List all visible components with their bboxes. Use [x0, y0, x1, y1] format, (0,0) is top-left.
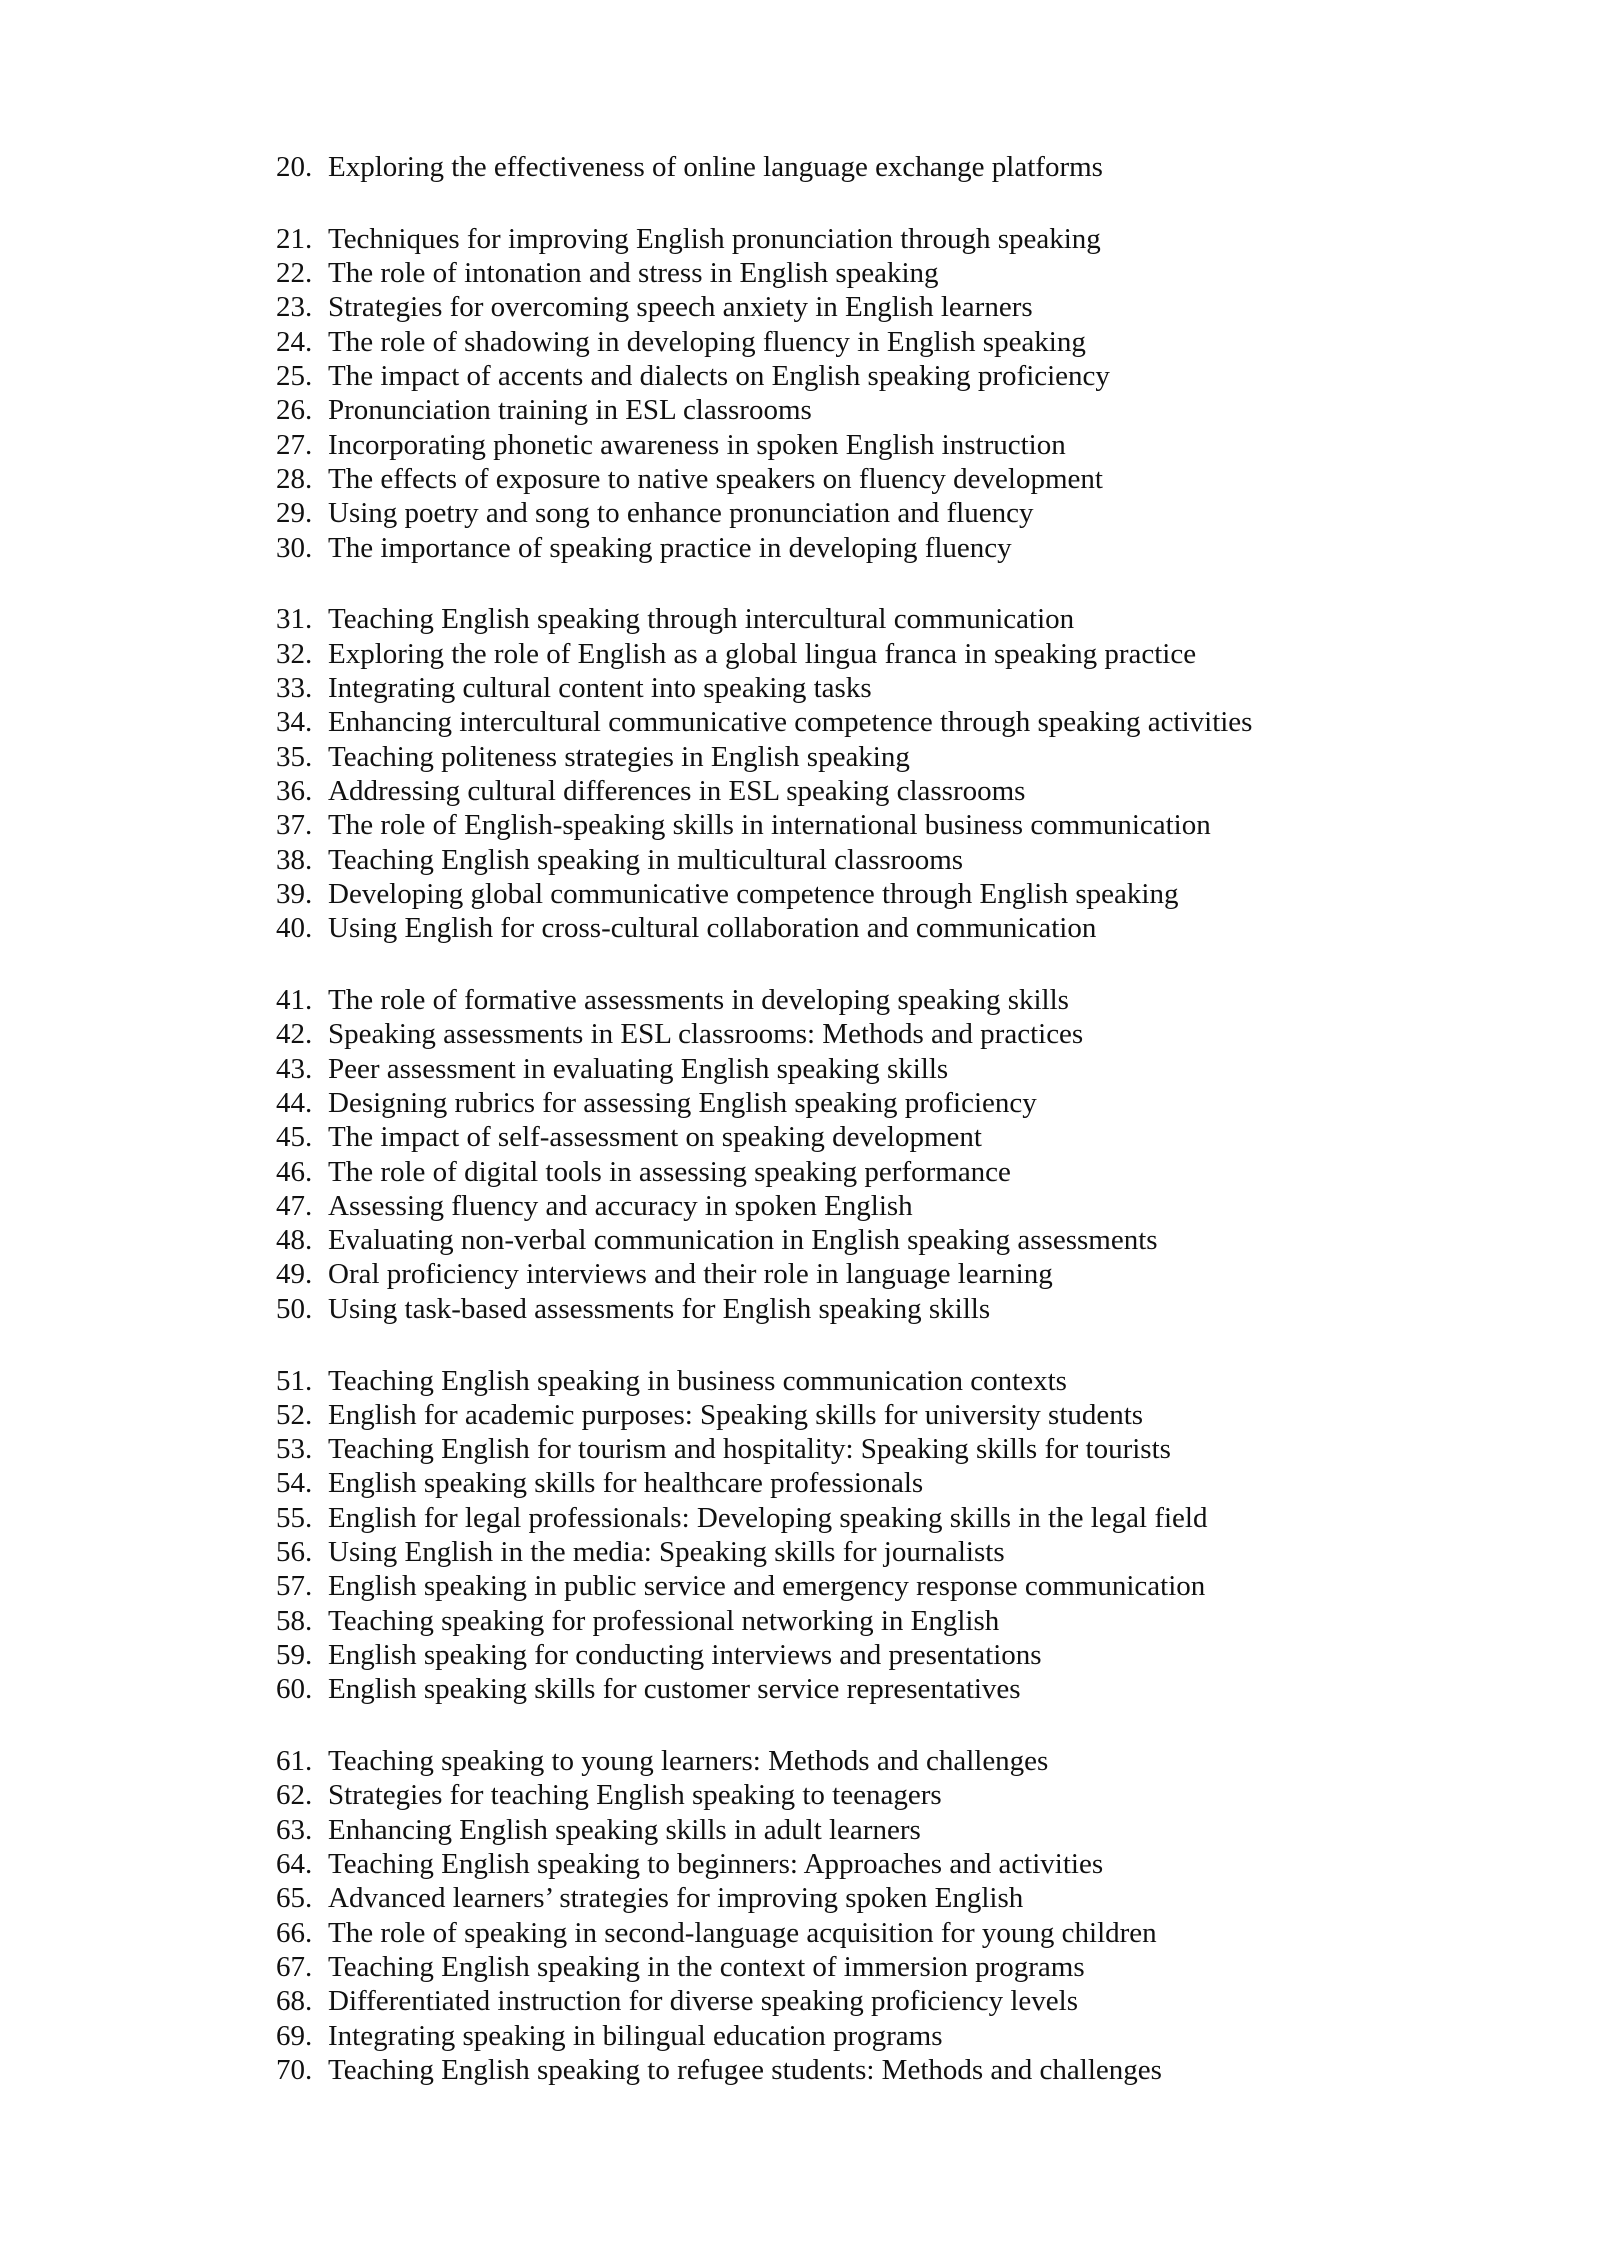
- list-item: [276, 843, 1426, 877]
- list-item: [276, 1432, 1426, 1466]
- item-text: English speaking skills for customer service representatives: [328, 1673, 1021, 1706]
- item-number: 44.: [276, 1086, 313, 1119]
- item-text: The role of digital tools in assessing speaking performance: [328, 1155, 1011, 1188]
- list-item: [276, 740, 1426, 774]
- list-item: [276, 256, 1426, 290]
- item-number: 25.: [276, 360, 313, 393]
- item-text: Speaking assessments in ESL classrooms: Methods and practices: [328, 1018, 1084, 1051]
- list-item: [276, 496, 1426, 530]
- list-item: [276, 637, 1426, 671]
- item-number: 31.: [276, 603, 313, 636]
- item-text: Addressing cultural differences in ESL speaking classrooms: [328, 774, 1026, 807]
- item-text: Teaching English speaking to refugee students: Methods and challenges: [328, 2053, 1162, 2086]
- item-text: Teaching speaking to young learners: Methods and challenges: [328, 1745, 1049, 1778]
- list-item: [276, 1501, 1426, 1535]
- item-number: 47.: [276, 1189, 313, 1222]
- item-number: 68.: [276, 1985, 313, 2018]
- item-number: 21.: [276, 222, 313, 255]
- item-number: 28.: [276, 462, 313, 495]
- item-number: 37.: [276, 809, 313, 842]
- item-text: Using task-based assessments for English speaking skills: [328, 1292, 991, 1325]
- item-text: Strategies for overcoming speech anxiety in English learners: [328, 291, 1033, 324]
- list-item: [276, 774, 1426, 808]
- list-item: [276, 2019, 1426, 2053]
- list-item: [276, 1120, 1426, 1154]
- list-item: [276, 602, 1426, 636]
- item-text: The role of English-speaking skills in international business communication: [328, 809, 1211, 842]
- item-text: English speaking skills for healthcare professionals: [328, 1467, 924, 1500]
- item-text: English for academic purposes: Speaking skills for university students: [328, 1398, 1144, 1431]
- item-number: 32.: [276, 637, 313, 670]
- list-group: [276, 602, 1426, 945]
- item-text: The role of intonation and stress in English speaking: [328, 257, 939, 290]
- list-item: [276, 1223, 1426, 1257]
- item-text: Oral proficiency interviews and their role in language learning: [328, 1258, 1053, 1291]
- item-text: Teaching speaking for professional networking in English: [328, 1604, 1000, 1637]
- item-number: 30.: [276, 531, 313, 564]
- item-text: Developing global communicative competence through English speaking: [328, 877, 1179, 910]
- item-number: 60.: [276, 1673, 313, 1706]
- list-item: [276, 1398, 1426, 1432]
- item-text: Strategies for teaching English speaking to teenagers: [328, 1779, 942, 1812]
- item-number: 70.: [276, 2053, 313, 2086]
- list-item: [276, 983, 1426, 1017]
- list-item: [276, 222, 1426, 256]
- list-item: [276, 462, 1426, 496]
- item-number: 67.: [276, 1950, 313, 1983]
- item-number: 38.: [276, 843, 313, 876]
- item-text: Advanced learners’ strategies for improving spoken English: [328, 1882, 1024, 1915]
- list-item: [276, 359, 1426, 393]
- item-text: Enhancing intercultural communicative competence through speaking activities: [328, 706, 1253, 739]
- item-number: 52.: [276, 1398, 313, 1431]
- list-item: [276, 705, 1426, 739]
- item-number: 36.: [276, 774, 313, 807]
- list-item: [276, 671, 1426, 705]
- item-text: Teaching English speaking through intercultural communication: [328, 603, 1075, 636]
- item-number: 27.: [276, 428, 313, 461]
- list-item: [276, 1052, 1426, 1086]
- item-text: English for legal professionals: Developing speaking skills in the legal field: [328, 1501, 1208, 1534]
- item-number: 53.: [276, 1433, 313, 1466]
- item-text: Teaching English speaking in business communication contexts: [328, 1364, 1067, 1397]
- item-number: 65.: [276, 1882, 313, 1915]
- item-number: 55.: [276, 1501, 313, 1534]
- item-number: 33.: [276, 672, 313, 705]
- item-text: The effects of exposure to native speakers on fluency development: [328, 462, 1103, 495]
- item-text: Differentiated instruction for diverse speaking proficiency levels: [328, 1985, 1078, 2018]
- item-number: 62.: [276, 1779, 313, 1812]
- item-text: Peer assessment in evaluating English speaking skills: [328, 1052, 949, 1085]
- list-item: [276, 1466, 1426, 1500]
- item-number: 46.: [276, 1155, 313, 1188]
- list-item: [276, 1672, 1426, 1706]
- list-group: [276, 1364, 1426, 1707]
- item-number: 24.: [276, 325, 313, 358]
- item-number: 58.: [276, 1604, 313, 1637]
- item-text: Teaching English for tourism and hospitality: Speaking skills for tourists: [328, 1433, 1171, 1466]
- item-text: English speaking for conducting interviews and presentations: [328, 1638, 1042, 1671]
- list-item: [276, 1017, 1426, 1051]
- item-number: 51.: [276, 1364, 313, 1397]
- item-number: 48.: [276, 1224, 313, 1257]
- item-number: 43.: [276, 1052, 313, 1085]
- numbered-topic-list: [276, 150, 1426, 2125]
- list-item: [276, 2053, 1426, 2087]
- item-text: Techniques for improving English pronunciation through speaking: [328, 222, 1101, 255]
- list-item: [276, 1638, 1426, 1672]
- list-item: [276, 1984, 1426, 2018]
- item-number: 26.: [276, 394, 313, 427]
- item-text: The importance of speaking practice in developing fluency: [328, 531, 1012, 564]
- item-number: 50.: [276, 1292, 313, 1325]
- item-number: 61.: [276, 1745, 313, 1778]
- item-text: Incorporating phonetic awareness in spoken English instruction: [328, 428, 1066, 461]
- list-item: [276, 1257, 1426, 1291]
- list-item: [276, 911, 1426, 945]
- list-item: [276, 1155, 1426, 1189]
- list-item: [276, 1813, 1426, 1847]
- list-item: [276, 393, 1426, 427]
- item-text: Integrating speaking in bilingual education programs: [328, 2019, 943, 2052]
- list-item: [276, 150, 1426, 184]
- list-item: [276, 1189, 1426, 1223]
- item-text: Pronunciation training in ESL classrooms: [328, 394, 812, 427]
- list-item: [276, 1292, 1426, 1326]
- list-item: [276, 808, 1426, 842]
- item-number: 56.: [276, 1536, 313, 1569]
- list-item: [276, 325, 1426, 359]
- list-item: [276, 1086, 1426, 1120]
- item-number: 64.: [276, 1848, 313, 1881]
- list-item: [276, 877, 1426, 911]
- list-item: [276, 428, 1426, 462]
- item-text: Exploring the role of English as a global lingua franca in speaking practice: [328, 637, 1197, 670]
- item-text: The impact of self-assessment on speaking development: [328, 1121, 982, 1154]
- item-number: 49.: [276, 1258, 313, 1291]
- list-item: [276, 1950, 1426, 1984]
- list-item: [276, 1916, 1426, 1950]
- item-number: 29.: [276, 497, 313, 530]
- list-item: [276, 1744, 1426, 1778]
- item-number: 40.: [276, 912, 313, 945]
- item-number: 34.: [276, 706, 313, 739]
- item-text: Teaching English speaking to beginners: Approaches and activities: [328, 1848, 1104, 1881]
- item-text: The role of speaking in second-language acquisition for young children: [328, 1916, 1157, 1949]
- item-number: 66.: [276, 1916, 313, 1949]
- item-text: Teaching English speaking in multicultural classrooms: [328, 843, 964, 876]
- list-group: [276, 222, 1426, 565]
- list-item: [276, 1364, 1426, 1398]
- list-item: [276, 290, 1426, 324]
- item-text: Teaching politeness strategies in English speaking: [328, 740, 910, 773]
- item-text: Evaluating non-verbal communication in English speaking assessments: [328, 1224, 1158, 1257]
- item-text: Teaching English speaking in the context of immersion programs: [328, 1950, 1085, 1983]
- item-number: 39.: [276, 877, 313, 910]
- item-text: The role of formative assessments in developing speaking skills: [328, 984, 1069, 1017]
- item-number: 20.: [276, 151, 313, 183]
- item-number: 41.: [276, 984, 313, 1017]
- item-text: Integrating cultural content into speaking tasks: [328, 672, 872, 705]
- item-number: 23.: [276, 291, 313, 324]
- item-number: 35.: [276, 740, 313, 773]
- item-number: 57.: [276, 1570, 313, 1603]
- item-number: 22.: [276, 257, 313, 290]
- item-number: 59.: [276, 1638, 313, 1671]
- item-text: Using English in the media: Speaking skills for journalists: [328, 1536, 1005, 1569]
- list-item: [276, 531, 1426, 565]
- list-item: [276, 1881, 1426, 1915]
- item-text: The role of shadowing in developing fluency in English speaking: [328, 325, 1086, 358]
- item-text: Designing rubrics for assessing English speaking proficiency: [328, 1086, 1037, 1119]
- item-number: 63.: [276, 1813, 313, 1846]
- item-text: Assessing fluency and accuracy in spoken English: [328, 1189, 913, 1222]
- list-group: [276, 1744, 1426, 2087]
- list-item: [276, 1535, 1426, 1569]
- item-number: 69.: [276, 2019, 313, 2052]
- item-number: 54.: [276, 1467, 313, 1500]
- item-text: Exploring the effectiveness of online language exchange platforms: [328, 151, 1103, 183]
- list-item: [276, 1778, 1426, 1812]
- list-group: [276, 983, 1426, 1326]
- item-number: 45.: [276, 1121, 313, 1154]
- list-item: [276, 1569, 1426, 1603]
- item-text: Using English for cross-cultural collaboration and communication: [328, 912, 1097, 945]
- item-text: The impact of accents and dialects on English speaking proficiency: [328, 360, 1110, 393]
- item-text: Enhancing English speaking skills in adult learners: [328, 1813, 921, 1846]
- list-group: [276, 150, 1426, 184]
- item-number: 42.: [276, 1018, 313, 1051]
- item-text: Using poetry and song to enhance pronunciation and fluency: [328, 497, 1034, 530]
- list-item: [276, 1847, 1426, 1881]
- item-text: English speaking in public service and emergency response communication: [328, 1570, 1206, 1603]
- list-item: [276, 1604, 1426, 1638]
